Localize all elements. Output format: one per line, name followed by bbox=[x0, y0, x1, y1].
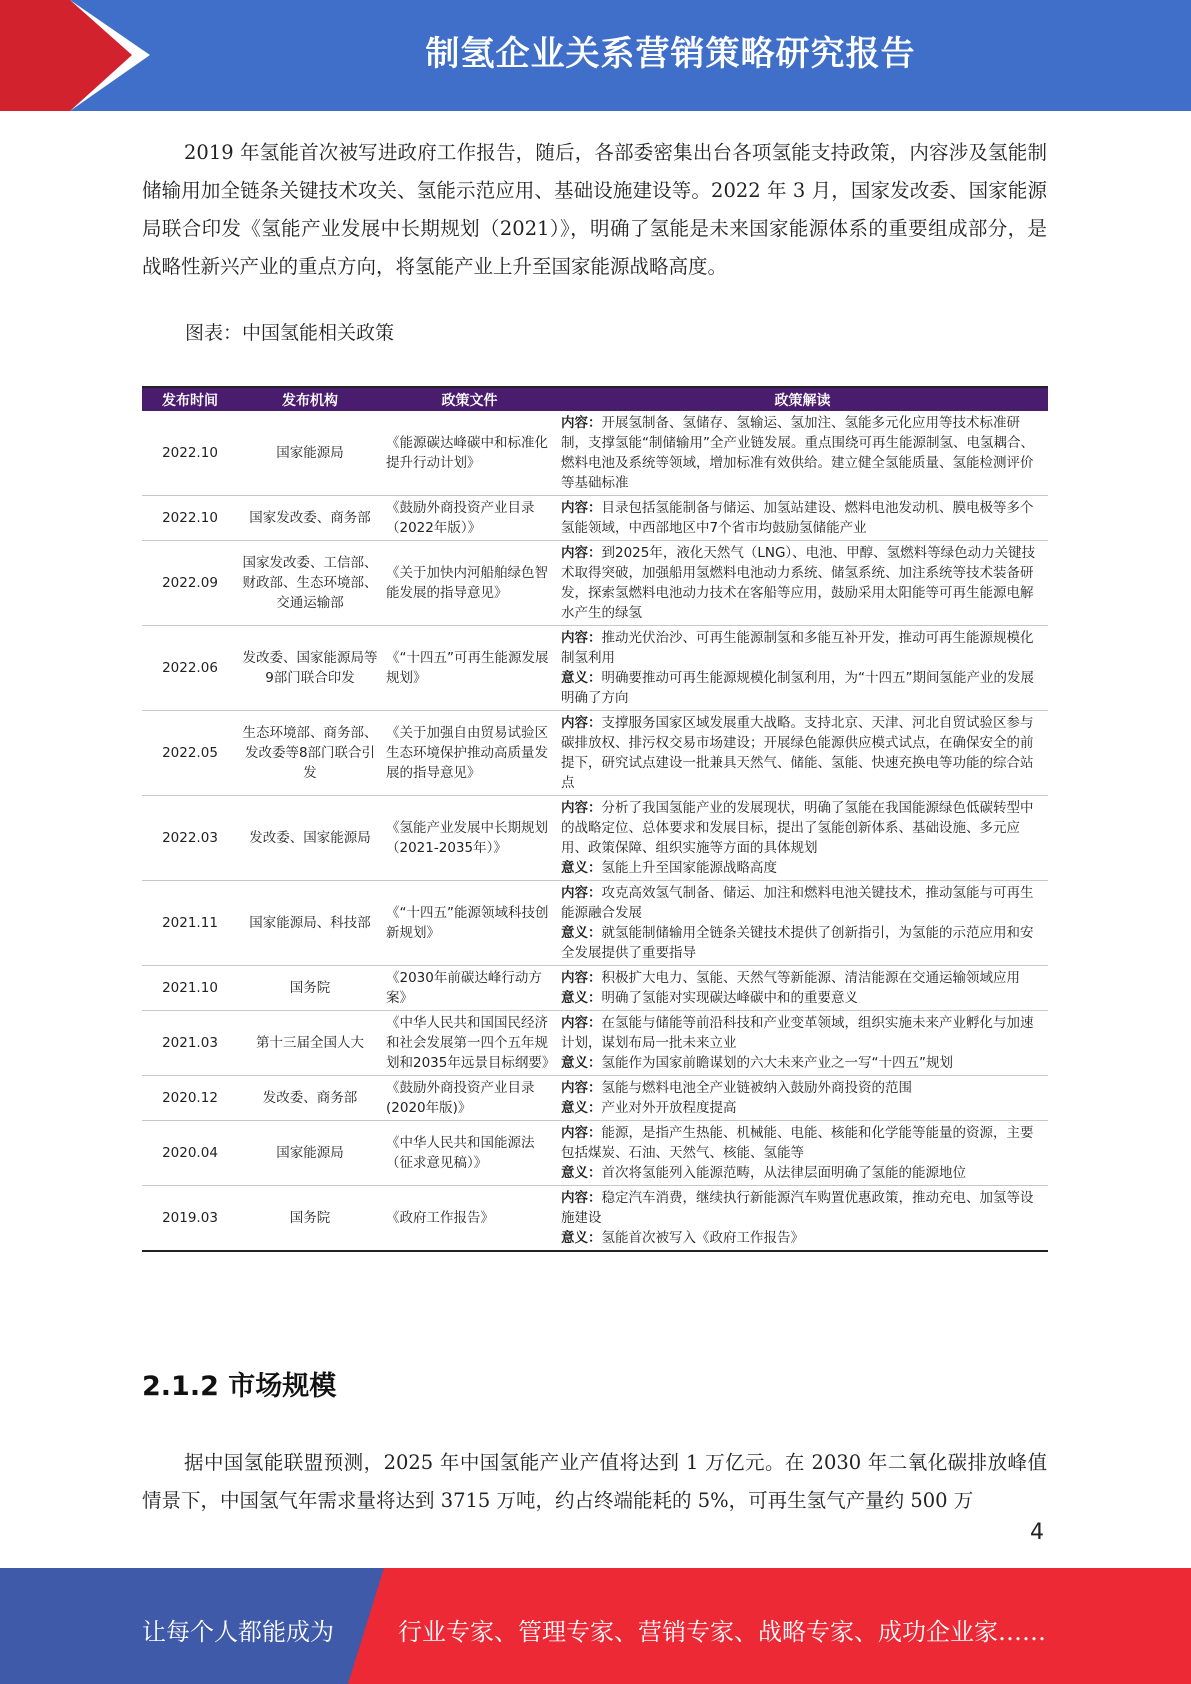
note-label: 意义： bbox=[561, 670, 602, 686]
cell-doc: 《政府工作报告》 bbox=[382, 1186, 557, 1252]
note-line bbox=[561, 413, 1044, 493]
cell-date: 2021.03 bbox=[142, 1011, 238, 1076]
note-line bbox=[561, 988, 1044, 1008]
cell-org: 生态环境部、商务部、发改委等8部门联合引发 bbox=[238, 711, 382, 796]
note-text: 开展氢制备、氢储存、氢输运、氢加注、氢能多元化应用等技术标准研制，支撑氢能“制储输用”全产业链发展。重点围绕可再生能源制氢、电氢耦合、燃料电池及系统等领域，增加标准有效供给。建立健全氢能质量、氢能检测评价等基础标准 bbox=[561, 415, 1034, 491]
cell-org: 国务院 bbox=[238, 1186, 382, 1252]
table-row bbox=[142, 966, 1048, 1011]
note-label: 内容： bbox=[561, 415, 602, 431]
note-label: 内容： bbox=[561, 1015, 602, 1031]
cell-doc: 《关于加快内河船舶绿色智能发展的指导意见》 bbox=[382, 541, 557, 626]
cell-date: 2022.03 bbox=[142, 796, 238, 881]
note-text: 氢能上升至国家能源战略高度 bbox=[601, 860, 777, 876]
cell-org: 国家能源局、科技部 bbox=[238, 881, 382, 966]
cell-org: 第十三届全国人大 bbox=[238, 1011, 382, 1076]
cell-doc: 《鼓励外商投资产业目录（2022年版）》 bbox=[382, 496, 557, 541]
table-row bbox=[142, 796, 1048, 881]
policy-table bbox=[142, 386, 1048, 1252]
page-number: 4 bbox=[1030, 1520, 1044, 1545]
note-line bbox=[561, 1078, 1044, 1098]
note-label: 内容： bbox=[561, 800, 602, 816]
cell-org: 国家能源局 bbox=[238, 1121, 382, 1186]
cell-org: 国家发改委、工信部、财政部、生态环境部、交通运输部 bbox=[238, 541, 382, 626]
cell-doc: 《氢能产业发展中长期规划 （2021-2035年）》 bbox=[382, 796, 557, 881]
note-line bbox=[561, 1163, 1044, 1183]
note-line bbox=[561, 968, 1044, 988]
cell-doc: 《2030年前碳达峰行动方案》 bbox=[382, 966, 557, 1011]
cell-note bbox=[557, 1186, 1048, 1252]
cell-date: 2019.03 bbox=[142, 1186, 238, 1252]
header-note: 政策解读 bbox=[557, 387, 1048, 411]
cell-note bbox=[557, 626, 1048, 711]
cell-note bbox=[557, 496, 1048, 541]
note-label: 内容： bbox=[561, 1190, 602, 1206]
cell-note bbox=[557, 1121, 1048, 1186]
table-row bbox=[142, 626, 1048, 711]
note-text: 氢能首次被写入《政府工作报告》 bbox=[601, 1230, 804, 1246]
note-text: 氢能与燃料电池全产业链被纳入鼓励外商投资的范围 bbox=[601, 1080, 912, 1096]
note-label: 意义： bbox=[561, 1165, 602, 1181]
note-text: 积极扩大电力、氢能、天然气等新能源、清洁能源在交通运输领域应用 bbox=[601, 970, 1020, 986]
note-text: 推动光伏治沙、可再生能源制氢和多能互补开发，推动可再生能源规模化制氢利用 bbox=[561, 630, 1034, 666]
note-label: 内容： bbox=[561, 1080, 602, 1096]
table-row bbox=[142, 711, 1048, 796]
cell-note bbox=[557, 541, 1048, 626]
note-text: 在氢能与储能等前沿科技和产业变革领域，组织实施未来产业孵化与加速计划，谋划布局一批未来立业 bbox=[561, 1015, 1034, 1051]
note-line bbox=[561, 858, 1044, 878]
note-line bbox=[561, 1098, 1044, 1118]
table-row bbox=[142, 1186, 1048, 1252]
note-label: 内容： bbox=[561, 1125, 602, 1141]
note-line bbox=[561, 1053, 1044, 1073]
note-text: 到2025年，液化天然气（LNG）、电池、甲醇、氢燃料等绿色动力关键技术取得突破，加强船用氢燃料电池动力系统、储氢系统、加注系统等技术装备研发，探索氢燃料电池动力技术在客船等应用，鼓励采用太阳能等可再生能源电解水产生的绿氢 bbox=[561, 545, 1036, 621]
table-row bbox=[142, 1011, 1048, 1076]
figure-caption: 图表：中国氢能相关政策 bbox=[185, 322, 395, 344]
note-label: 意义： bbox=[561, 1055, 602, 1071]
table-row bbox=[142, 411, 1048, 496]
note-label: 内容： bbox=[561, 545, 602, 561]
note-text: 目录包括氢能制备与储运、加氢站建设、燃料电池发动机、膜电极等多个氢能领域，中西部地区中7个省市均鼓励氢储能产业 bbox=[561, 500, 1034, 536]
cell-date: 2022.09 bbox=[142, 541, 238, 626]
footer-slogan-right: 行业专家、管理专家、营销专家、战略专家、成功企业家…… bbox=[398, 1618, 1046, 1646]
cell-note bbox=[557, 1011, 1048, 1076]
footer-slogan-left: 让每个人都能成为 bbox=[142, 1618, 334, 1646]
note-text: 分析了我国氢能产业的发展现状，明确了氢能在我国能源绿色低碳转型中的战略定位、总体要求和发展目标，提出了氢能创新体系、基础设施、多元应用、政策保障、组织实施等方面的具体规划 bbox=[561, 800, 1034, 856]
cell-date: 2020.12 bbox=[142, 1076, 238, 1121]
note-text: 能源，是指产生热能、机械能、电能、核能和化学能等能量的资源，主要包括煤炭、石油、天然气、核能、氢能等 bbox=[561, 1125, 1034, 1161]
cell-date: 2022.10 bbox=[142, 411, 238, 496]
cell-doc: 《“十四五”可再生能源发展规划》 bbox=[382, 626, 557, 711]
cell-note bbox=[557, 711, 1048, 796]
table-row bbox=[142, 541, 1048, 626]
cell-note bbox=[557, 796, 1048, 881]
cell-note bbox=[557, 411, 1048, 496]
cell-org: 发改委、商务部 bbox=[238, 1076, 382, 1121]
note-text: 产业对外开放程度提高 bbox=[601, 1100, 737, 1116]
note-text: 氢能作为国家前瞻谋划的六大未来产业之一写“十四五”规划 bbox=[601, 1055, 953, 1071]
note-label: 意义： bbox=[561, 1230, 602, 1246]
note-text: 攻克高效氢气制备、储运、加注和燃料电池关键技术，推动氢能与可再生能源融合发展 bbox=[561, 885, 1034, 921]
note-text: 明确要推动可再生能源规模化制氢利用，为“十四五”期间氢能产业的发展明确了方向 bbox=[561, 670, 1034, 706]
note-label: 意义： bbox=[561, 925, 602, 941]
report-title: 制氢企业关系营销策略研究报告 bbox=[425, 34, 916, 74]
cell-date: 2021.11 bbox=[142, 881, 238, 966]
note-line bbox=[561, 713, 1044, 793]
footer-banner bbox=[0, 1568, 1191, 1684]
note-text: 就氢能制储输用全链条关键技术提供了创新指引，为氢能的示范应用和安全发展提供了重要指导 bbox=[561, 925, 1034, 961]
cell-date: 2020.04 bbox=[142, 1121, 238, 1186]
cell-note bbox=[557, 966, 1048, 1011]
note-line bbox=[561, 798, 1044, 858]
table-row bbox=[142, 1121, 1048, 1186]
cell-note bbox=[557, 1076, 1048, 1121]
note-label: 意义： bbox=[561, 990, 602, 1006]
note-label: 意义： bbox=[561, 1100, 602, 1116]
cell-doc: 《中华人民共和国能源法（征求意见稿）》 bbox=[382, 1121, 557, 1186]
header-date: 发布时间 bbox=[142, 387, 238, 411]
footer-blue-slant bbox=[348, 1568, 384, 1684]
note-line bbox=[561, 543, 1044, 623]
market-paragraph: 据中国氢能联盟预测，2025 年中国氢能产业产值将达到 1 万亿元。在 2030 年二氧化碳排放峰值情景下，中国氢气年需求量将达到 3715 万吨，约占终端能耗的 5%，可再生氢气产量约 500 万 bbox=[142, 1451, 1047, 1512]
cell-org: 发改委、国家能源局 bbox=[238, 796, 382, 881]
cell-org: 国务院 bbox=[238, 966, 382, 1011]
note-label: 内容： bbox=[561, 500, 602, 516]
cell-doc: 《中华人民共和国国民经济和社会发展第一四个五年规划和2035年远景目标纲要》 bbox=[382, 1011, 557, 1076]
note-label: 内容： bbox=[561, 715, 602, 731]
cell-doc: 《关于加强自由贸易试验区生态环境保护推动高质量发展的指导意见》 bbox=[382, 711, 557, 796]
note-line bbox=[561, 628, 1044, 668]
cell-doc: 《能源碳达峰碳中和标准化提升行动计划》 bbox=[382, 411, 557, 496]
header-doc: 政策文件 bbox=[382, 387, 557, 411]
note-label: 内容： bbox=[561, 970, 602, 986]
header-banner bbox=[0, 0, 1191, 111]
note-text: 明确了氢能对实现碳达峰碳中和的重要意义 bbox=[601, 990, 858, 1006]
note-text: 支撑服务国家区域发展重大战略。支持北京、天津、河北自贸试验区参与碳排放权、排污权交易市场建设；开展绿色能源供应模式试点，在确保安全的前提下，研究试点建设一批兼具天然气、储能、氢能、快速充换电等功能的综合站点 bbox=[561, 715, 1034, 791]
section-heading: 2.1.2 市场规模 bbox=[142, 1371, 337, 1402]
note-line bbox=[561, 1123, 1044, 1163]
cell-date: 2021.10 bbox=[142, 966, 238, 1011]
cell-date: 2022.06 bbox=[142, 626, 238, 711]
note-label: 内容： bbox=[561, 885, 602, 901]
cell-doc: 《“十四五”能源领域科技创新规划》 bbox=[382, 881, 557, 966]
cell-org: 国家能源局 bbox=[238, 411, 382, 496]
cell-note bbox=[557, 881, 1048, 966]
note-line bbox=[561, 498, 1044, 538]
note-line bbox=[561, 1188, 1044, 1228]
note-text: 首次将氢能列入能源范畴，从法律层面明确了氢能的能源地位 bbox=[601, 1165, 966, 1181]
cell-date: 2022.05 bbox=[142, 711, 238, 796]
intro-paragraph: 2019 年氢能首次被写进政府工作报告，随后，各部委密集出台各项氢能支持政策，内容涉及氢能制储输用加全链条关键技术攻关、氢能示范应用、基础设施建设等。2022 年 3 月，国家发改委、国家能源局联合印发《氢能产业发展中长期规划（2021）》，明确了氢能是未来国家能源体系的重要组成部分，是战略性新兴产业的重点方向，将氢能产业上升至国家能源战略高度。 bbox=[142, 141, 1047, 278]
note-line bbox=[561, 883, 1044, 923]
note-line bbox=[561, 1228, 1044, 1248]
cell-org: 国家发改委、商务部 bbox=[238, 496, 382, 541]
policy-table-body bbox=[142, 411, 1048, 1251]
note-label: 内容： bbox=[561, 630, 602, 646]
cell-date: 2022.10 bbox=[142, 496, 238, 541]
note-line bbox=[561, 923, 1044, 963]
note-text: 稳定汽车消费，继续执行新能源汽车购置优惠政策，推动充电、加氢等设施建设 bbox=[561, 1190, 1034, 1226]
note-line bbox=[561, 668, 1044, 708]
table-row bbox=[142, 1076, 1048, 1121]
table-header-row bbox=[142, 387, 1048, 411]
header-org: 发布机构 bbox=[238, 387, 382, 411]
cell-doc: 《鼓励外商投资产业目录(2020年版)》 bbox=[382, 1076, 557, 1121]
note-line bbox=[561, 1013, 1044, 1053]
table-row bbox=[142, 496, 1048, 541]
note-label: 意义： bbox=[561, 860, 602, 876]
table-row bbox=[142, 881, 1048, 966]
cell-org: 发改委、国家能源局等9部门联合印发 bbox=[238, 626, 382, 711]
